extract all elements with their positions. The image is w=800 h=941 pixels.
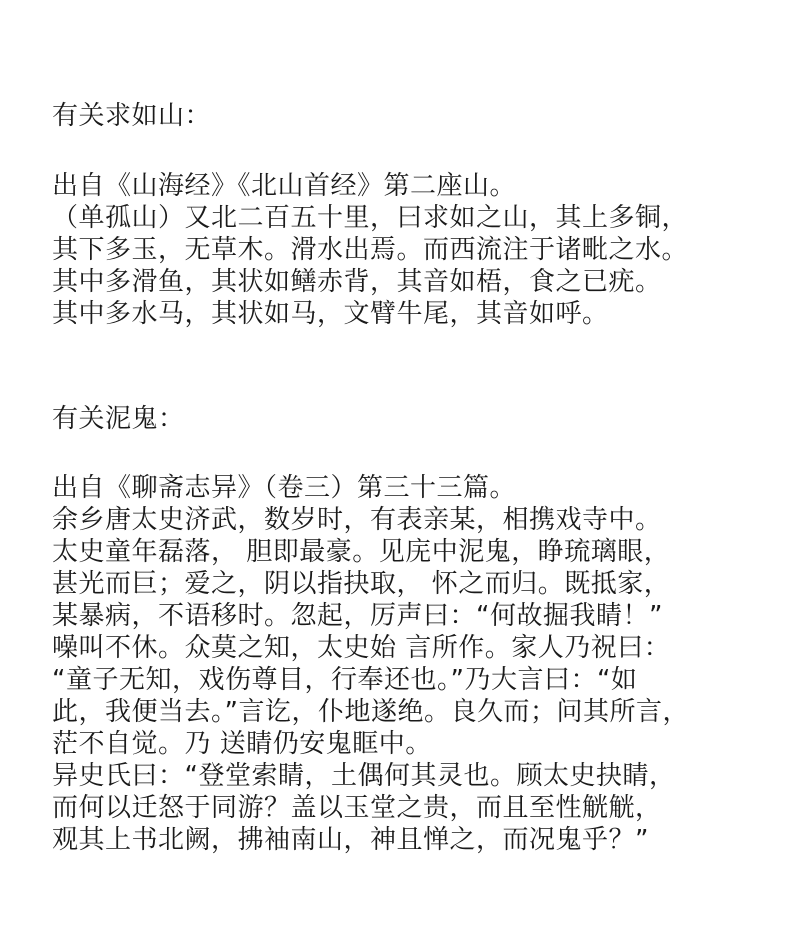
- text-line: 甚光而巨；爱之，阴以指抉取， 怀之而归。既抵家，: [52, 569, 671, 599]
- text-line: 太史童年磊落， 胆即最豪。见庑中泥鬼，睁琉璃眼，: [52, 537, 671, 567]
- text-line: 此，我便当去。”言讫，仆地遂绝。良久而；问其所言，: [52, 697, 689, 727]
- text-line: 某暴病，不语移时。忽起，厉声曰：“何故掘我睛！”: [52, 601, 663, 631]
- text-line: 其下多玉，无草木。滑水出焉。而西流注于诸毗之水。: [52, 235, 689, 265]
- text-line: （单孤山）又北二百五十里，曰求如之山，其上多铜，: [52, 203, 689, 233]
- text-line: 茫不自觉。乃 送睛仍安鬼眶中。: [52, 729, 432, 759]
- text-line: 异史氏曰：“登堂索睛，土偶何其灵也。顾太史抉睛，: [52, 761, 676, 791]
- section-heading-qiuru-mountain: 有关求如山：: [52, 101, 212, 131]
- text-line: 其中多滑鱼，其状如鳝赤背，其音如梧，食之已疣。: [52, 267, 662, 297]
- text-line: 出自《山海经》《北山首经》第二座山。: [52, 171, 517, 201]
- text-line: “童子无知，戏伤尊目，行奉还也。”乃大言曰：“如: [52, 665, 638, 695]
- section-heading-mud-ghost: 有关泥鬼：: [52, 404, 185, 434]
- text-line: 而何以迁怒于同游？盖以玉堂之贵，而且至性觥觥，: [52, 793, 662, 823]
- text-line: 观其上书北阙，拂袖南山，神且惮之，而况鬼乎？”: [52, 825, 649, 855]
- text-line: 其中多水马，其状如马，文臂牛尾，其音如呼。: [52, 299, 609, 329]
- text-line: 出自《聊斋志异》（卷三）第三十三篇。: [52, 473, 517, 503]
- text-line: 余乡唐太史济武，数岁时，有表亲某，相携戏寺中。: [52, 505, 662, 535]
- text-line: 噪叫不休。众莫之知，太史始 言所作。家人乃祝曰：: [52, 633, 671, 663]
